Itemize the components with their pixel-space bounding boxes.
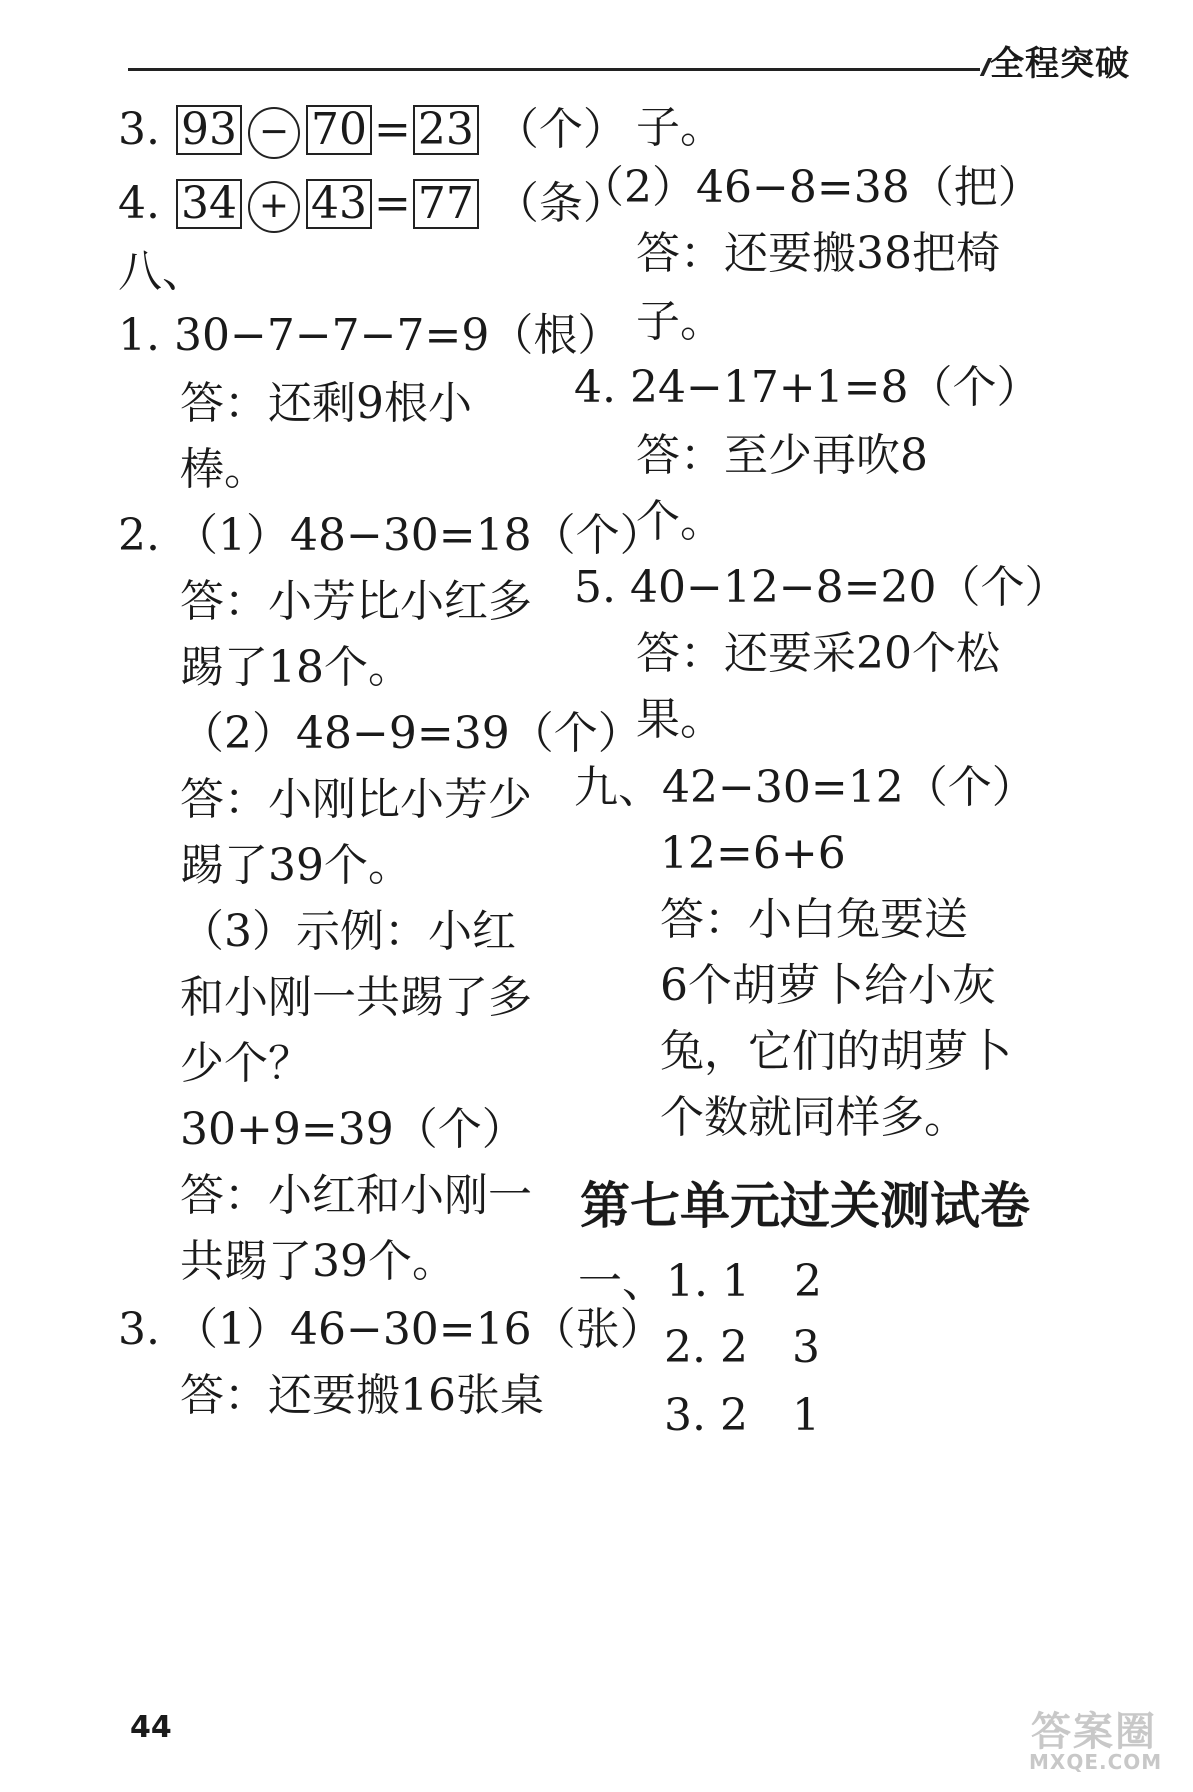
answer-line: 子。: [636, 296, 724, 347]
answer-line: 答：至少再吹8: [636, 430, 928, 481]
answer-line: 踢了18个。: [180, 642, 412, 693]
operator-circle: −: [248, 107, 300, 159]
answer-line: 踢了39个。: [180, 840, 412, 891]
answer-line: 3. （1）46−30=16（张）: [118, 1304, 664, 1355]
answer-line: 答：小刚比小芳少: [180, 774, 532, 825]
answer-line: 答：还要搬38把椅: [636, 228, 1000, 279]
answer-box: 93: [176, 105, 242, 155]
answer-line: 12=6+6: [660, 828, 846, 879]
answer-line: 九、42−30=12（个）: [574, 762, 1036, 813]
answer-line: （2）46−8=38（把）: [580, 162, 1042, 213]
answer-line: 兔，它们的胡萝卜: [660, 1026, 1012, 1077]
watermark-logo: [1021, 1700, 1171, 1780]
section-heading-8: 八、: [118, 246, 206, 297]
equation-item-3: [118, 102, 627, 159]
answer-box: 77: [413, 179, 479, 229]
page-number: 44: [130, 1710, 172, 1745]
answer-line: 答：小芳比小红多: [180, 576, 532, 627]
brand-title: 全程突破: [990, 44, 1130, 84]
answer-line: 少个？: [180, 1038, 312, 1089]
answer-line: （2）48−9=39（个）: [180, 708, 642, 759]
unit-label: （条）: [494, 178, 627, 229]
answer-line: 6个胡萝卜给小灰: [660, 960, 996, 1011]
answer-line: 果。: [636, 694, 724, 745]
answer-box: 43: [306, 179, 372, 229]
answer-line: 答：还剩9根小: [180, 378, 472, 429]
unit-test-title: 第七单元过关测试卷: [580, 1177, 1030, 1235]
equals-sign: =: [373, 104, 411, 155]
answer-line: 5. 40−12−8=20（个）: [574, 562, 1069, 613]
answer-line: 答：还要采20个松: [636, 628, 1000, 679]
equals-sign: =: [373, 178, 411, 229]
answer-line: 子。: [636, 102, 724, 153]
answer-line: 共踢了39个。: [180, 1236, 456, 1287]
answer-line: 3. 2 1: [664, 1390, 820, 1441]
equation-item-4: [118, 176, 627, 233]
item-number: 3.: [118, 104, 160, 155]
answer-line: 2. （1）48−30=18（个）: [118, 510, 664, 561]
unit-label: （个）: [494, 104, 627, 155]
header-rule: [128, 68, 980, 71]
answer-line: （3）示例：小红: [180, 906, 516, 957]
operator-circle: +: [248, 181, 300, 233]
answer-box: 34: [176, 179, 242, 229]
answer-line: 棒。: [180, 444, 268, 495]
answer-line: 一、1. 1 2: [578, 1256, 822, 1307]
item-number: 4.: [118, 178, 160, 229]
answer-line: 答：还要搬16张桌: [180, 1370, 544, 1421]
answer-line: 个。: [636, 496, 724, 547]
answer-line: 答：小红和小刚一: [180, 1170, 532, 1221]
answer-line: 1. 30−7−7−7=9（根）: [118, 310, 622, 361]
answer-line: 4. 24−17+1=8（个）: [574, 362, 1041, 413]
header-rule-tick: [966, 58, 992, 76]
watermark-text: 答案圈: [1031, 1709, 1157, 1755]
answer-box: 23: [413, 105, 479, 155]
answer-line: 答：小白兔要送: [660, 894, 968, 945]
answer-line: 和小刚一共踢了多: [180, 972, 532, 1023]
answer-box: 70: [306, 105, 372, 155]
answer-line: 30+9=39（个）: [180, 1104, 526, 1155]
watermark-url: MXQE.COM: [1029, 1750, 1163, 1774]
answer-line: 个数就同样多。: [660, 1092, 968, 1143]
answer-line: 2. 2 3: [664, 1322, 820, 1373]
